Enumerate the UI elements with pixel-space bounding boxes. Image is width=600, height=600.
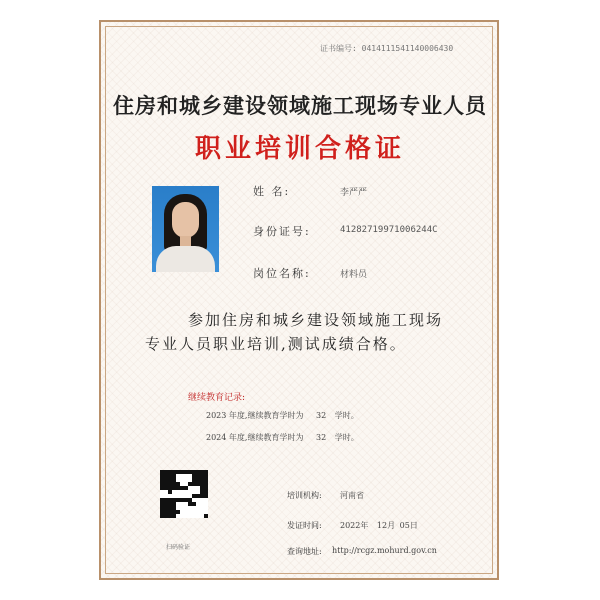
certificate-number-value: 0414111541140006430 bbox=[361, 44, 454, 53]
certificate-number bbox=[320, 43, 453, 54]
qr-code bbox=[160, 470, 208, 518]
ce-year: 2023 bbox=[206, 411, 227, 420]
name-value: 李严严 bbox=[340, 188, 368, 198]
continuing-education-row bbox=[206, 432, 359, 443]
issue-day: 05 bbox=[399, 521, 410, 530]
ce-unit: 学时。 bbox=[334, 433, 359, 442]
issue-date-label: 发证时间: bbox=[287, 521, 322, 530]
holder-photo bbox=[152, 186, 219, 272]
body-text-line2: 专业人员职业培训,测试成绩合格。 bbox=[145, 335, 407, 353]
position-value: 材料员 bbox=[340, 270, 368, 280]
training-org-label: 培训机构: bbox=[287, 491, 322, 500]
continuing-education-title: 继续教育记录: bbox=[188, 393, 246, 403]
ce-hours: 32 bbox=[316, 411, 327, 420]
query-address-value[interactable]: http://rcgz.mohurd.gov.cn bbox=[332, 546, 437, 555]
id-number-label: 身份证号: bbox=[253, 225, 311, 238]
certificate-title-line1: 住房和城乡建设领域施工现场专业人员 bbox=[113, 93, 487, 118]
certificate-number-label: 证书编号: bbox=[320, 44, 357, 53]
issue-year-unit: 年 bbox=[360, 521, 369, 530]
ce-hours: 32 bbox=[316, 433, 327, 442]
ce-unit: 学时。 bbox=[334, 411, 359, 420]
qr-caption: 扫码验证 bbox=[166, 544, 191, 551]
certificate-title-line2: 职业培训合格证 bbox=[194, 134, 405, 164]
query-address-label: 查询地址: bbox=[287, 547, 322, 556]
issue-month: 12 bbox=[376, 521, 388, 530]
ce-year: 2024 bbox=[206, 433, 227, 442]
issue-year: 2022 bbox=[340, 521, 361, 530]
continuing-education-row bbox=[206, 410, 359, 421]
id-number-value: 41282719971006244C bbox=[340, 225, 438, 235]
position-label: 岗位名称: bbox=[253, 267, 311, 280]
ce-text: 年度,继续教育学时为 bbox=[228, 433, 304, 442]
issue-month-unit: 月 bbox=[387, 521, 396, 530]
body-text-line1: 参加住房和城乡建设领域施工现场 bbox=[188, 311, 444, 329]
training-org-value: 河南省 bbox=[340, 491, 364, 500]
issue-day-unit: 日 bbox=[409, 521, 418, 530]
issue-date-value bbox=[340, 520, 418, 531]
ce-text: 年度,继续教育学时为 bbox=[228, 411, 304, 420]
name-label: 姓 名: bbox=[253, 185, 291, 198]
